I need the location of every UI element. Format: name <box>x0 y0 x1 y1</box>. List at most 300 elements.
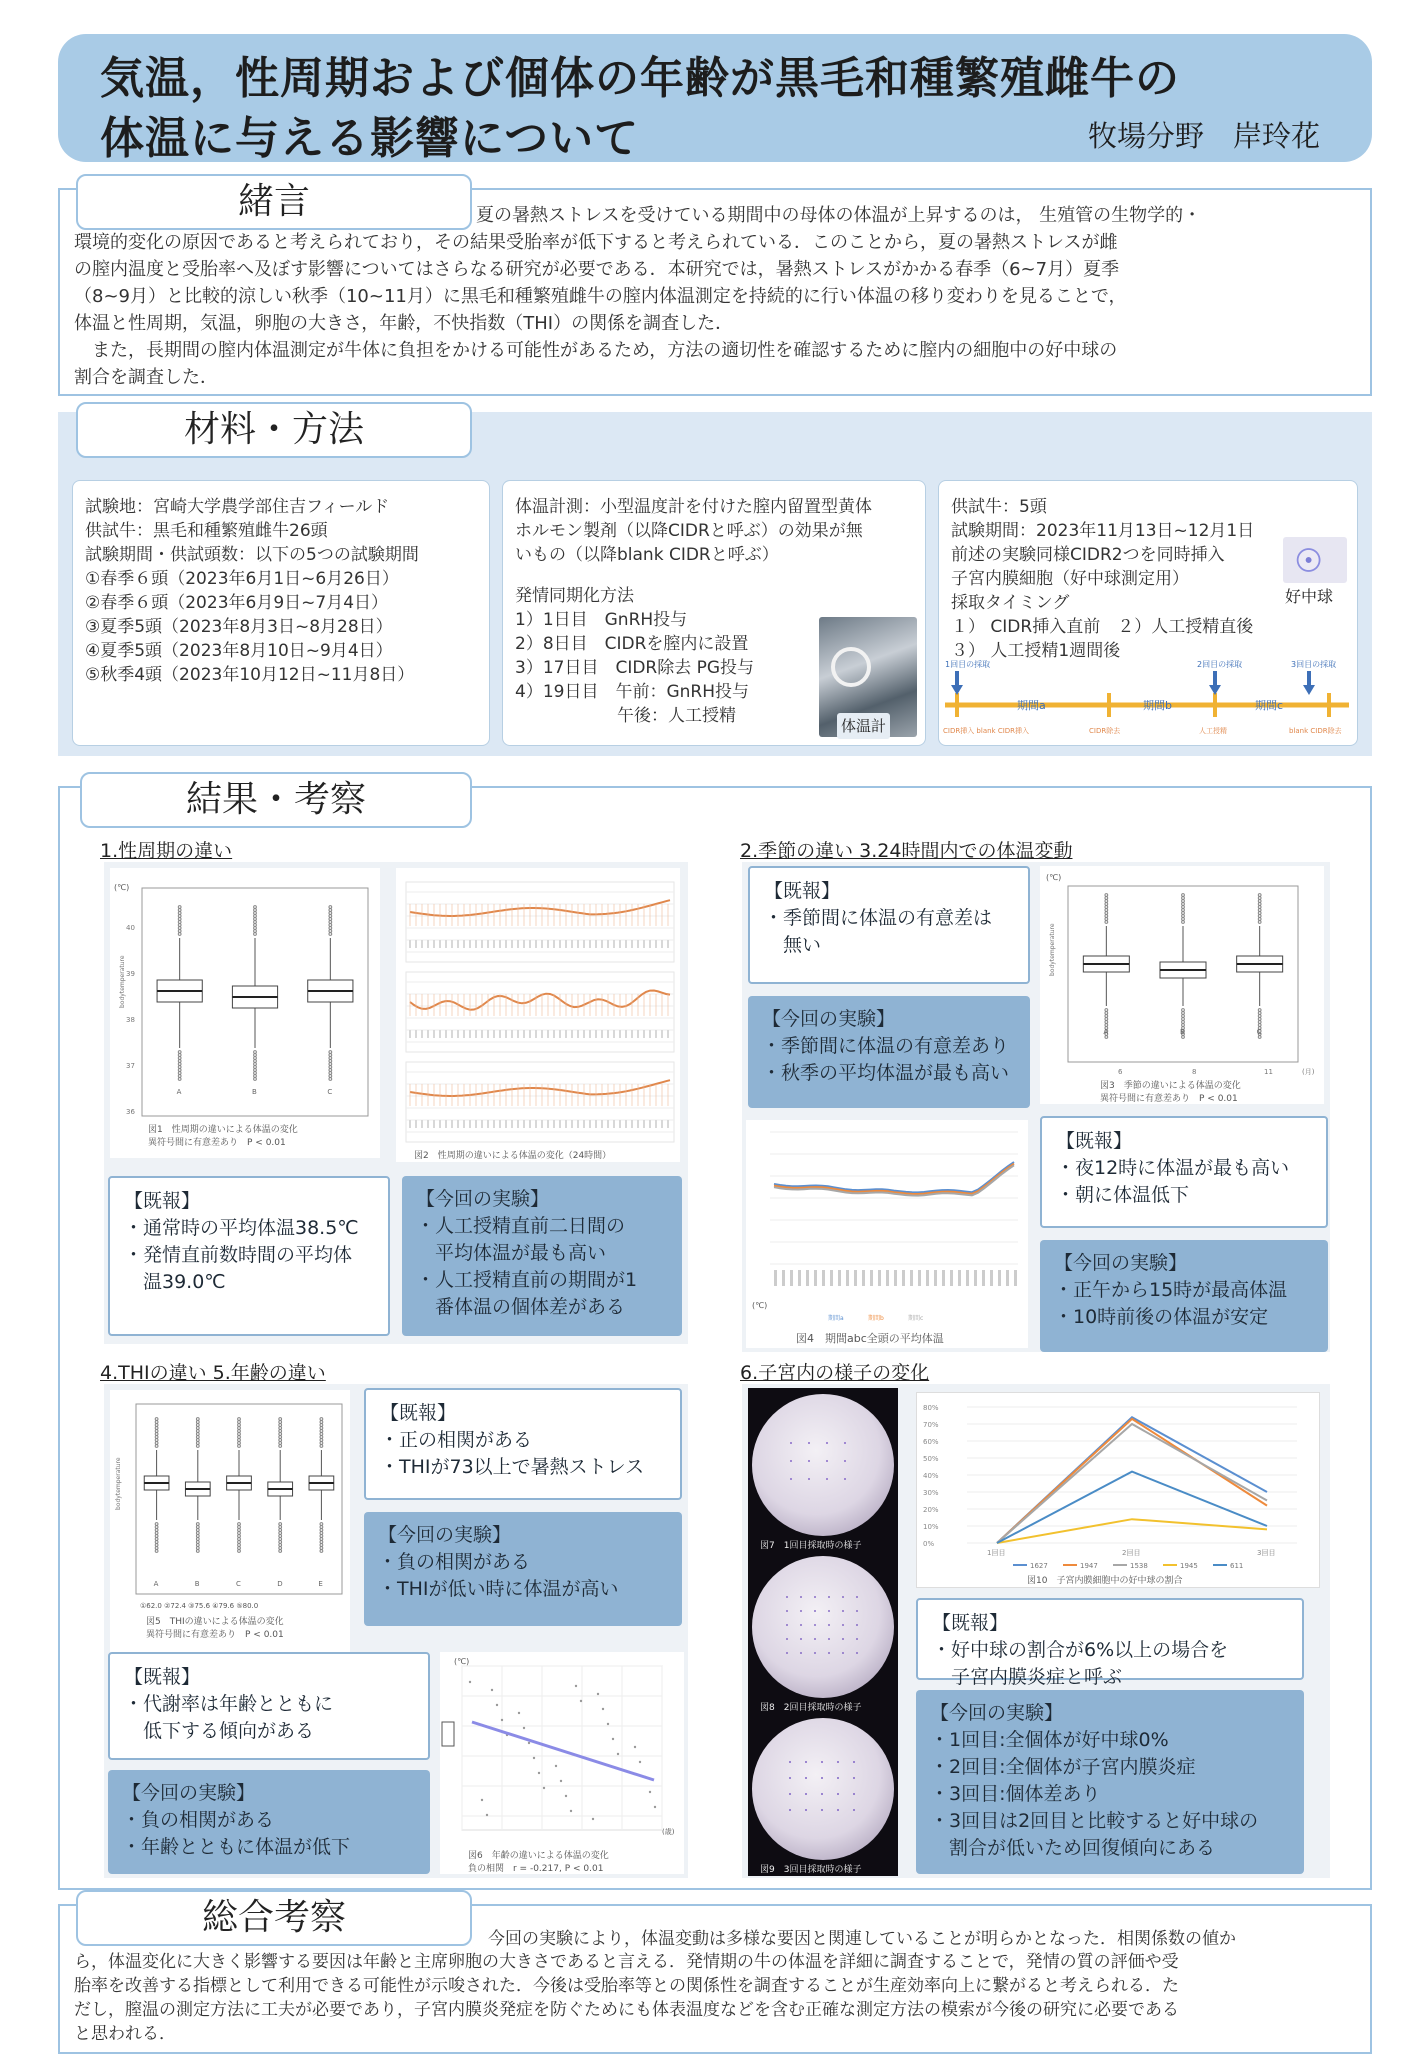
box-outlier <box>238 1442 241 1445</box>
box-outlier <box>320 1427 323 1430</box>
fig10-ytick: 60% <box>923 1438 939 1446</box>
conclusion-lead: 今回の実験により，体温変動は多様な要因と関連していることが明らかとなった．相関係数の値か <box>488 1929 1236 1949</box>
fig2-tick <box>529 1120 531 1128</box>
fig2-tick <box>661 1030 663 1038</box>
fig2-tick <box>631 1030 633 1038</box>
box-group-label: C <box>236 1580 241 1588</box>
text-line: （8~9月）と比較的涼しい秋季（10~11月）に黒毛和種繁殖雌牛の膣内体温測定を持続的に行い体温の移り変わりを見ることで， <box>74 286 1127 307</box>
box-outlier <box>329 930 332 933</box>
fig2-tick <box>493 940 495 948</box>
box-outlier <box>1105 903 1108 906</box>
s1-konkai-box <box>402 1176 682 1336</box>
box-outlier <box>196 1550 199 1553</box>
fig2-tick <box>493 1120 495 1128</box>
box-outlier <box>279 1550 282 1553</box>
box-outlier <box>279 1439 282 1442</box>
box-outlier <box>254 1072 257 1075</box>
box-outlier <box>238 1445 241 1448</box>
box-outlier <box>1105 921 1108 924</box>
fig6-point <box>491 1689 493 1691</box>
text-line: ④夏季5頭（2023年8月10日~9月4日） <box>85 641 393 661</box>
box-outlier <box>1258 1036 1261 1039</box>
thermometer-ring-icon <box>831 647 871 687</box>
fig2-tick <box>589 940 591 948</box>
fig2-tick <box>535 940 537 948</box>
fig2-tick <box>607 940 609 948</box>
s4-konkai-line: ・THIが低い時に体温が高い <box>378 1578 619 1600</box>
intro-body <box>74 229 1364 391</box>
box-outlier <box>178 1075 181 1078</box>
box-outlier <box>254 924 257 927</box>
fig2-tick <box>409 1030 411 1038</box>
box-outlier <box>178 1072 181 1075</box>
fig1-boxplot <box>110 868 380 1158</box>
fig2-tick <box>613 940 615 948</box>
box-outlier <box>178 1057 181 1060</box>
timeline-period-label: 期間c <box>1255 699 1284 712</box>
box-outlier <box>196 1433 199 1436</box>
box-outlier <box>238 1436 241 1439</box>
text-line: 割合を調査した． <box>74 367 218 388</box>
fig10-ytick: 70% <box>923 1421 939 1429</box>
results-heading: 結果・考察 <box>80 772 472 828</box>
box-outlier <box>1258 900 1261 903</box>
box-outlier <box>238 1433 241 1436</box>
box-outlier <box>155 1535 158 1538</box>
fig2-tick <box>655 940 657 948</box>
box-group-label: B <box>252 1088 257 1096</box>
box-outlier <box>238 1529 241 1532</box>
box-outlier <box>1258 915 1261 918</box>
fig3-caption: 図3 季節の違いによる体温の変化 異符号間に有意差あり P < 0.01 <box>1100 1081 1241 1104</box>
fig6-point <box>555 1765 557 1767</box>
fig6-point <box>523 1727 525 1729</box>
fig4-legend: 期間b <box>868 1315 884 1322</box>
fig10-ytick: 50% <box>923 1455 939 1463</box>
box-outlier <box>279 1430 282 1433</box>
fig4-tick <box>950 1270 953 1286</box>
fig4-tick <box>942 1270 945 1286</box>
text-line: 体温計測：小型温度計を付けた膣内留置型黄体 <box>515 497 872 517</box>
box-outlier <box>254 1060 257 1063</box>
fig4-tick <box>878 1270 881 1286</box>
box-outlier <box>1105 894 1108 897</box>
s4-konkai-box <box>364 1512 682 1626</box>
box-outlier <box>238 1532 241 1535</box>
box-outlier <box>1258 903 1261 906</box>
fig2-tick <box>487 940 489 948</box>
text-line: ら，体温変化に大きく影響する要因は年齢と主席卵胞の大きさであると言える．発情期の牛の体温を詳細に調査することで，発情の質の評価や受 <box>74 1952 1179 1972</box>
fig10-xtick: 1回目 <box>987 1549 1006 1557</box>
fig2-tick <box>451 1120 453 1128</box>
s2-konkai-line: ・季節間に体温の有意差あり <box>762 1035 1010 1057</box>
fig2-tick <box>481 940 483 948</box>
fig6-point <box>565 1795 567 1797</box>
fig6-point <box>575 1685 577 1687</box>
fig6-point <box>592 1818 594 1820</box>
text-line: ３） 人工授精1週間後 <box>951 641 1121 661</box>
fig2-tick <box>577 940 579 948</box>
fig4-legend: 期間a <box>828 1315 844 1322</box>
text-line: ①春季６頭（2023年6月1日~6月26日） <box>85 569 399 589</box>
text-line: 試験期間・供試頭数：以下の5つの試験期間 <box>85 545 419 565</box>
box-group-label: E <box>318 1580 323 1588</box>
subsection-title-2: 2.季節の違い 3.24時間内での体温変動 <box>740 840 1073 862</box>
s1-konkai-line: ・人工授精直前の期間が1 <box>416 1269 638 1291</box>
fig6-point <box>533 1757 535 1759</box>
s2-konkai-line: ・秋季の平均体温が最も高い <box>762 1062 1010 1084</box>
fig2-tick <box>559 1120 561 1128</box>
fig4-tick <box>894 1270 897 1286</box>
box-outlier <box>279 1427 282 1430</box>
text-line: と思われる． <box>74 2024 176 2044</box>
text-line: また，長期間の膣内体温測定が牛体に負担をかける可能性があるため，方法の適切性を確認するために膣内の細胞中の好中球の <box>74 340 1118 361</box>
fig10-legend-label: 1538 <box>1130 1562 1148 1570</box>
fig4-tick <box>998 1270 1001 1286</box>
box-outlier <box>155 1424 158 1427</box>
fig4-tick <box>902 1270 905 1286</box>
box-outlier <box>320 1436 323 1439</box>
s5-kiho-line: 低下する傾向がある <box>124 1720 315 1742</box>
methods-card-1 <box>72 480 490 746</box>
fig2-line-chart <box>396 868 680 1162</box>
microscope-photo-2 <box>752 1556 894 1698</box>
subsection-title-1: 1.性周期の違い <box>100 840 233 862</box>
box-outlier <box>1105 1021 1108 1024</box>
s6-konkai-line: ・2回目:全個体が子宮内膜炎症 <box>930 1756 1196 1778</box>
box-outlier <box>196 1430 199 1433</box>
box-outlier <box>196 1427 199 1430</box>
fig2-tick <box>565 1030 567 1038</box>
box-outlier <box>238 1418 241 1421</box>
fig4-line-chart <box>746 1120 1028 1348</box>
s1-konkai-line: ・人工授精直前二日間の <box>416 1215 626 1237</box>
fig10-series-line <box>997 1519 1267 1543</box>
fig1-ytick: 36 <box>126 1108 135 1116</box>
s2-konkai-head: 【今回の実験】 <box>762 1008 896 1030</box>
fig4-tick <box>1014 1270 1017 1286</box>
box-group-label: C <box>327 1088 333 1096</box>
fig2-tick <box>457 940 459 948</box>
s6-konkai-line: ・1回目:全個体が好中球0% <box>930 1729 1169 1751</box>
box-outlier <box>329 912 332 915</box>
fig2-tick <box>505 1120 507 1128</box>
fig2-tick <box>439 1120 441 1128</box>
box-outlier <box>1105 1024 1108 1027</box>
fig2-tick <box>559 1030 561 1038</box>
box-outlier <box>238 1424 241 1427</box>
fig6-point <box>597 1693 599 1695</box>
fig2-tick <box>589 1120 591 1128</box>
box-outlier <box>178 912 181 915</box>
fig3-xunit: (月) <box>1302 1068 1315 1076</box>
s1-kiho-box <box>108 1176 390 1336</box>
box-outlier <box>155 1532 158 1535</box>
box-outlier <box>196 1535 199 1538</box>
fig6-point <box>481 1799 483 1801</box>
s2-konkai-box <box>748 996 1030 1108</box>
fig6-point <box>486 1814 488 1816</box>
fig2-tick <box>553 940 555 948</box>
box-outlier <box>329 1051 332 1054</box>
fig2-tick <box>457 1030 459 1038</box>
box-outlier <box>178 1066 181 1069</box>
fig6-point <box>639 1761 641 1763</box>
text-line: 試験地：宮崎大学農学部住吉フィールド <box>85 497 390 517</box>
box-outlier <box>320 1442 323 1445</box>
methods-card-2 <box>502 480 926 746</box>
box-outlier <box>1182 1012 1185 1015</box>
fig1-boxes <box>157 906 353 1096</box>
fig2-tick <box>499 1030 501 1038</box>
fig2-tick <box>625 1030 627 1038</box>
box-outlier <box>320 1421 323 1424</box>
s5-konkai-head: 【今回の実験】 <box>122 1782 256 1804</box>
box-outlier <box>1105 1036 1108 1039</box>
fig2-tick <box>415 1030 417 1038</box>
fig10-legend-label: 1627 <box>1030 1562 1048 1570</box>
box-outlier <box>155 1436 158 1439</box>
box-outlier <box>155 1427 158 1430</box>
box-outlier <box>155 1523 158 1526</box>
box-outlier <box>254 1054 257 1057</box>
s4-kiho-head: 【既報】 <box>380 1402 457 1424</box>
text-line: 子宮内膜細胞（好中球測定用） <box>951 569 1189 589</box>
fig2-tick <box>649 940 651 948</box>
box-outlier <box>254 915 257 918</box>
box-outlier <box>155 1445 158 1448</box>
box-outlier <box>1258 1024 1261 1027</box>
s4-konkai-head: 【今回の実験】 <box>378 1524 512 1546</box>
fig10-caption: 図10 子宮内膜細胞中の好中球の割合 <box>1027 1576 1183 1586</box>
fig2-tick <box>499 940 501 948</box>
box-outlier <box>279 1523 282 1526</box>
fig2-tick <box>529 1030 531 1038</box>
text-line: 4）19日目 午前：GnRH投与 <box>515 682 749 702</box>
fig3-boxplot <box>1040 866 1324 1104</box>
s6-konkai-line: ・3回目は2回目と比較すると好中球の <box>930 1810 1259 1832</box>
fig4-tick <box>918 1270 921 1286</box>
fig3-xtick: 6 <box>1118 1068 1123 1076</box>
fig7-caption: 図7 1回目採取時の様子 <box>760 1541 862 1551</box>
s6-konkai-box <box>916 1690 1304 1874</box>
fig2-tick <box>595 1120 597 1128</box>
box-outlier <box>155 1526 158 1529</box>
sampling-arrow-head <box>951 685 963 695</box>
thermometer-photo-label: 体温計 <box>837 713 890 739</box>
box-group-label: A <box>176 1088 182 1096</box>
box-outlier <box>320 1523 323 1526</box>
fig2-tick <box>571 1120 573 1128</box>
fig2-tick <box>613 1030 615 1038</box>
fig2-tick <box>439 1030 441 1038</box>
fig2-tick <box>517 1030 519 1038</box>
text-line: いもの（以降blank CIDRと呼ぶ） <box>515 545 779 565</box>
fig3-unit: (℃) <box>1046 873 1062 882</box>
fig2-tick <box>547 1120 549 1128</box>
box-outlier <box>1258 1021 1261 1024</box>
s1-kiho-line: ・発情直前数時間の平均体 <box>124 1244 353 1266</box>
fig2-tick <box>541 940 543 948</box>
fig2-tick <box>541 1120 543 1128</box>
box-outlier <box>1258 912 1261 915</box>
box-group-label: D <box>277 1580 283 1588</box>
box-outlier <box>155 1442 158 1445</box>
box-outlier <box>238 1526 241 1529</box>
fig10-line-chart <box>916 1392 1320 1588</box>
box-outlier <box>178 1060 181 1063</box>
box-outlier <box>1258 1015 1261 1018</box>
box-outlier <box>1105 1018 1108 1021</box>
fig3-xtick: 8 <box>1192 1068 1197 1076</box>
fig10-ytick: 10% <box>923 1523 939 1531</box>
fig6-point <box>528 1742 530 1744</box>
box-outlier <box>279 1538 282 1541</box>
box-outlier <box>1182 897 1185 900</box>
fig4-legend: 期間c <box>908 1315 924 1322</box>
fig4-tick <box>830 1270 833 1286</box>
fig5-boxes <box>144 1418 334 1588</box>
fig6-point <box>501 1719 503 1721</box>
fig6-point <box>612 1738 614 1740</box>
fig10-series-line <box>997 1424 1267 1543</box>
fig4-tick <box>982 1270 985 1286</box>
fig2-tick <box>577 1030 579 1038</box>
fig2-tick <box>505 940 507 948</box>
fig2-tick <box>421 1030 423 1038</box>
conclusion-body <box>74 1950 1364 2046</box>
fig2-tick <box>409 1120 411 1128</box>
fig2-tick <box>613 1120 615 1128</box>
box-outlier <box>1182 894 1185 897</box>
fig2-tick <box>445 940 447 948</box>
fig5-caption: 図5 THIの違いによる体温の変化 異符号間に有意差あり P < 0.01 <box>146 1617 284 1640</box>
fig2-tick <box>583 1120 585 1128</box>
box-outlier <box>1258 918 1261 921</box>
s4-kiho-box <box>364 1388 682 1500</box>
fig2-tick <box>637 940 639 948</box>
fig1-ytick: 37 <box>126 1062 135 1070</box>
fig2-tick <box>481 1030 483 1038</box>
fig5-ylabel: bodytemperature <box>115 1457 122 1510</box>
box-outlier <box>329 927 332 930</box>
fig2-tick <box>631 1120 633 1128</box>
fig2-tick <box>523 1030 525 1038</box>
box-outlier <box>329 1063 332 1066</box>
box-outlier <box>320 1547 323 1550</box>
text-line: 試験期間：2023年11月13日~12月1日 <box>951 521 1255 541</box>
box-outlier <box>254 1057 257 1060</box>
fig10-xtick: 3回目 <box>1257 1549 1276 1557</box>
box-outlier <box>155 1538 158 1541</box>
box-outlier <box>329 909 332 912</box>
s3-konkai-box <box>1040 1240 1328 1352</box>
box-group-label: B <box>194 1580 200 1588</box>
box-outlier <box>155 1547 158 1550</box>
box-outlier <box>196 1421 199 1424</box>
text-line: ②春季６頭（2023年6月9日~7月4日） <box>85 593 389 613</box>
conclusion-heading: 総合考察 <box>76 1890 472 1946</box>
box-outlier <box>1182 909 1185 912</box>
text-line: 供試牛：5頭 <box>951 497 1047 517</box>
timeline-top-label: 1回目の採取 <box>945 660 991 669</box>
fig2-tick <box>427 940 429 948</box>
box-outlier <box>320 1424 323 1427</box>
fig2-tick <box>427 1030 429 1038</box>
box-outlier <box>329 1072 332 1075</box>
s2-kiho-box <box>748 866 1030 984</box>
fig2-tick <box>463 1030 465 1038</box>
box-outlier <box>1182 912 1185 915</box>
fig2-tick <box>475 1030 477 1038</box>
s5-konkai-line: ・負の相関がある <box>122 1809 275 1831</box>
fig6-scatter <box>440 1652 684 1874</box>
poster-title-line1: 気温，性周期および個体の年齢が黒毛和種繁殖雌牛の <box>100 53 1180 104</box>
fig2-tick <box>499 1120 501 1128</box>
fig2-tick <box>463 1120 465 1128</box>
fig6-point <box>602 1708 604 1710</box>
s5-konkai-line: ・年齢とともに体温が低下 <box>122 1836 351 1858</box>
box-outlier <box>1182 1036 1185 1039</box>
fig2-tick <box>595 940 597 948</box>
fig2-tick <box>469 940 471 948</box>
box-outlier <box>1105 912 1108 915</box>
fig2-tick <box>523 1120 525 1128</box>
box-outlier <box>254 933 257 936</box>
box-outlier <box>320 1430 323 1433</box>
box-outlier <box>254 1051 257 1054</box>
s4-kiho-line: ・THIが73以上で暑熱ストレス <box>380 1456 645 1478</box>
box-outlier <box>1105 918 1108 921</box>
box-outlier <box>329 933 332 936</box>
intro-heading: 緒言 <box>76 174 472 230</box>
box-outlier <box>1105 1012 1108 1015</box>
box-outlier <box>178 921 181 924</box>
box-outlier <box>1182 918 1185 921</box>
box-outlier <box>329 921 332 924</box>
box-outlier <box>1105 1009 1108 1012</box>
box-outlier <box>254 927 257 930</box>
fig6-point <box>580 1700 582 1702</box>
subsection-title-6: 6.子宮内の様子の変化 <box>740 1362 930 1384</box>
box-outlier <box>254 930 257 933</box>
fig4-tick <box>814 1270 817 1286</box>
fig2-tick <box>553 1120 555 1128</box>
box-outlier <box>254 909 257 912</box>
fig2-tick <box>445 1030 447 1038</box>
fig2-tick <box>637 1120 639 1128</box>
box-outlier <box>254 1075 257 1078</box>
box-outlier <box>196 1526 199 1529</box>
box-group-label: A <box>1103 1028 1109 1036</box>
fig2-tick <box>607 1120 609 1128</box>
fig4-tick <box>870 1270 873 1286</box>
text-line: 3）17日目 CIDR除去 PG投与 <box>515 658 755 678</box>
box-outlier <box>238 1538 241 1541</box>
box-outlier <box>1105 900 1108 903</box>
box-outlier <box>178 924 181 927</box>
box-outlier <box>279 1526 282 1529</box>
box-outlier <box>279 1544 282 1547</box>
box-outlier <box>196 1547 199 1550</box>
box-outlier <box>1105 897 1108 900</box>
box-outlier <box>320 1529 323 1532</box>
text-line: １） CIDR挿入直前 ２）人工授精直後 <box>951 617 1254 637</box>
fig4-tick <box>798 1270 801 1286</box>
fig6-point <box>560 1780 562 1782</box>
fig2-tick <box>643 1120 645 1128</box>
fig4-tick <box>910 1270 913 1286</box>
